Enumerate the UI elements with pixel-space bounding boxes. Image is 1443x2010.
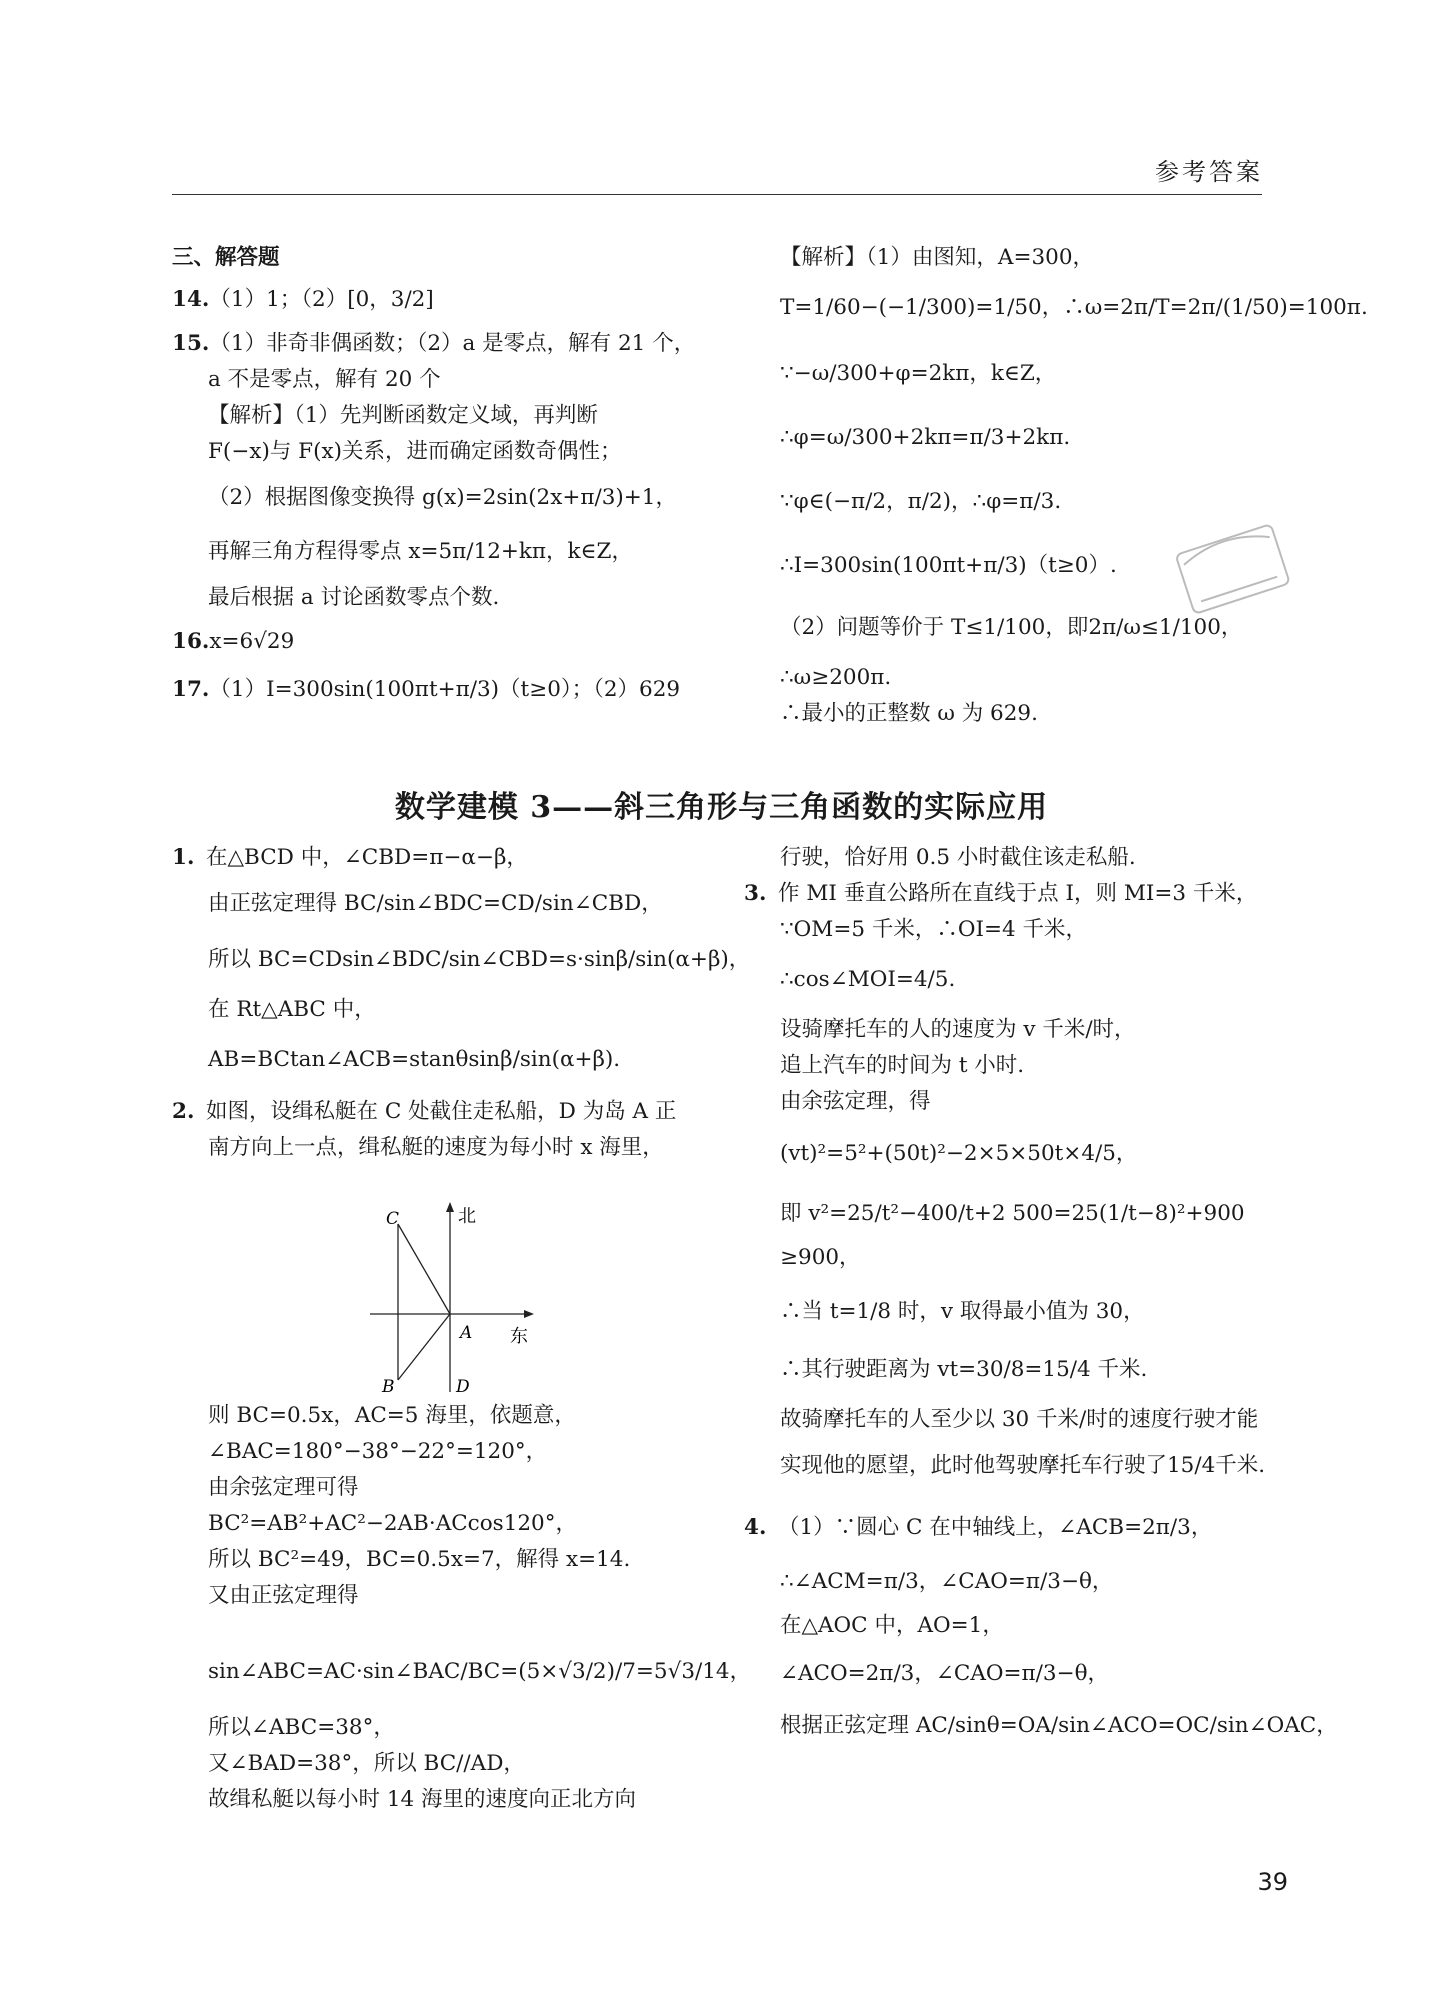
solution-line: ∴其行驶距离为 vt=30/8=15/4 千米. [780, 1357, 1148, 1382]
solution-line: 由正弦定理得 BC/sin∠BDC=CD/sin∠CBD， [208, 891, 663, 916]
answer-line: 14.（1）1；（2）[0，3/2] [172, 287, 434, 312]
solution-line: 追上汽车的时间为 t 小时. [780, 1053, 1025, 1078]
solution-line: 又由正弦定理得 [208, 1583, 359, 1608]
segment-ca [398, 1224, 450, 1314]
answer-line: 17.（1）I=300sin(100πt+π/3)（t≥0）；（2）629 [172, 677, 681, 702]
answer-line: F(−x)与 F(x)关系，进而确定函数奇偶性； [208, 439, 622, 464]
solution-line: (vt)²=5²+(50t)²−2×5×50t×4/5， [780, 1141, 1138, 1166]
solution-line: sin∠ABC=AC·sin∠BAC/BC=(5×√3/2)/7=5√3/14， [208, 1659, 752, 1684]
label-east: 东 [510, 1326, 528, 1347]
solution-line: 2. 如图，设缉私艇在 C 处截住走私船，D 为岛 A 正 [172, 1099, 677, 1124]
solution-line: 实现他的愿望，此时他驾驶摩托车行驶了15/4千米. [780, 1453, 1266, 1478]
page-number: 39 [1257, 1868, 1288, 1896]
solution-line: ∠ACO=2π/3，∠CAO=π/3−θ， [780, 1661, 1110, 1686]
label-d: D [456, 1377, 470, 1397]
section-title: 数学建模 3——斜三角形与三角函数的实际应用 [394, 790, 1049, 825]
page-header-label: 参考答案 [1155, 158, 1263, 186]
solution-line: ∵−ω/300+φ=2kπ，k∈Z， [780, 361, 1057, 386]
label-c: C [386, 1209, 400, 1229]
answer-line: 最后根据 a 讨论函数零点个数. [208, 585, 500, 610]
answer-line: （2）根据图像变换得 g(x)=2sin(2x+π/3)+1， [208, 485, 677, 510]
solution-line: 所以∠ABC=38°， [208, 1715, 395, 1740]
solution-line: 3. 作 MI 垂直公路所在直线于点 I，则 MI=3 千米， [744, 881, 1258, 906]
north-arrow-icon [446, 1202, 454, 1212]
solution-line: 南方向上一点，缉私艇的速度为每小时 x 海里， [208, 1135, 664, 1160]
solution-line: ∵OM=5 千米，∴OI=4 千米， [780, 917, 1087, 942]
solution-line: 设骑摩托车的人的速度为 v 千米/时， [780, 1017, 1136, 1042]
right-bottom-column [744, 840, 1338, 1744]
solution-line: ∴cos∠MOI=4/5. [780, 967, 956, 992]
solution-line: 根据正弦定理 AC/sinθ=OA/sin∠ACO=OC/sin∠OAC， [780, 1713, 1338, 1738]
solution-line: （2）问题等价于 T≤1/100，即2π/ω≤1/100， [780, 615, 1243, 640]
left-top-column [172, 240, 712, 708]
solution-line: AB=BCtan∠ACB=stanθsinβ/sin(α+β). [208, 1047, 621, 1072]
label-north: 北 [458, 1206, 476, 1227]
answer-line: 16.x=6√29 [172, 629, 295, 654]
answer-line: 【解析】（1）先判断函数定义域，再判断 [208, 403, 598, 428]
label-a: A [460, 1323, 473, 1343]
solution-line: 故缉私艇以每小时 14 海里的速度向正北方向 [208, 1787, 637, 1812]
stamp-logo [1168, 520, 1298, 620]
solution-line: 在 Rt△ABC 中， [208, 997, 376, 1022]
section-heading: 三、解答题 [172, 245, 280, 270]
solution-line: 4. （1）∵圆心 C 在中轴线上，∠ACB=2π/3， [744, 1515, 1213, 1540]
solution-line: 由余弦定理可得 [208, 1475, 359, 1500]
east-arrow-icon [524, 1310, 534, 1318]
solution-line: ∴ω≥200π. [780, 665, 892, 690]
solution-line: 在△AOC 中，AO=1， [780, 1613, 1004, 1638]
solution-line: 又∠BAD=38°，所以 BC//AD， [208, 1751, 525, 1776]
solution-line: ∴当 t=1/8 时，v 取得最小值为 30， [780, 1299, 1145, 1324]
answer-line: a 不是零点，解有 20 个 [208, 367, 441, 392]
segment-ba [398, 1314, 450, 1380]
solution-line: 由余弦定理，得 [780, 1089, 931, 1114]
solution-line: ∴φ=ω/300+2kπ=π/3+2kπ. [780, 425, 1071, 450]
solution-line: 【解析】（1）由图知，A=300， [780, 245, 1095, 270]
solution-line: T=1/60−(−1/300)=1/50，∴ω=2π/T=2π/(1/50)=100π. [780, 295, 1368, 320]
solution-line: ∴∠ACM=π/3，∠CAO=π/3−θ， [780, 1569, 1114, 1594]
right-top-column [780, 240, 1368, 732]
solution-line: ∵φ∈(−π/2，π/2)，∴φ=π/3. [780, 489, 1062, 514]
solution-line: 所以 BC²=49，BC=0.5x=7，解得 x=14. [208, 1547, 631, 1572]
geometry-figure [360, 1200, 560, 1400]
header-rule [172, 194, 1262, 195]
solution-line: 所以 BC=CDsin∠BDC/sin∠CBD=s·sinβ/sin(α+β)， [208, 947, 751, 972]
solution-line: 1. 在△BCD 中，∠CBD=π−α−β， [172, 845, 528, 870]
solution-line: ∴I=300sin(100πt+π/3)（t≥0）. [780, 553, 1117, 578]
answer-line: 再解三角方程得零点 x=5π/12+kπ，k∈Z， [208, 539, 633, 564]
solution-line: 即 v²=25/t²−400/t+2 500=25(1/t−8)²+900 [780, 1201, 1245, 1226]
answer-line: 15.（1）非奇非偶函数；（2）a 是零点，解有 21 个， [172, 331, 696, 356]
solution-line: 故骑摩托车的人至少以 30 千米/时的速度行驶才能 [780, 1407, 1259, 1432]
solution-line: ∠BAC=180°−38°−22°=120°， [208, 1439, 548, 1464]
solution-line: 行驶，恰好用 0.5 小时截住该走私船. [780, 845, 1136, 870]
solution-line: ≥900， [780, 1245, 861, 1270]
solution-line: BC²=AB²+AC²−2AB·ACcos120°， [208, 1511, 577, 1536]
label-b: B [382, 1377, 395, 1397]
solution-line: 则 BC=0.5x，AC=5 海里，依题意， [208, 1403, 576, 1428]
solution-line: ∴最小的正整数 ω 为 629. [780, 701, 1038, 726]
